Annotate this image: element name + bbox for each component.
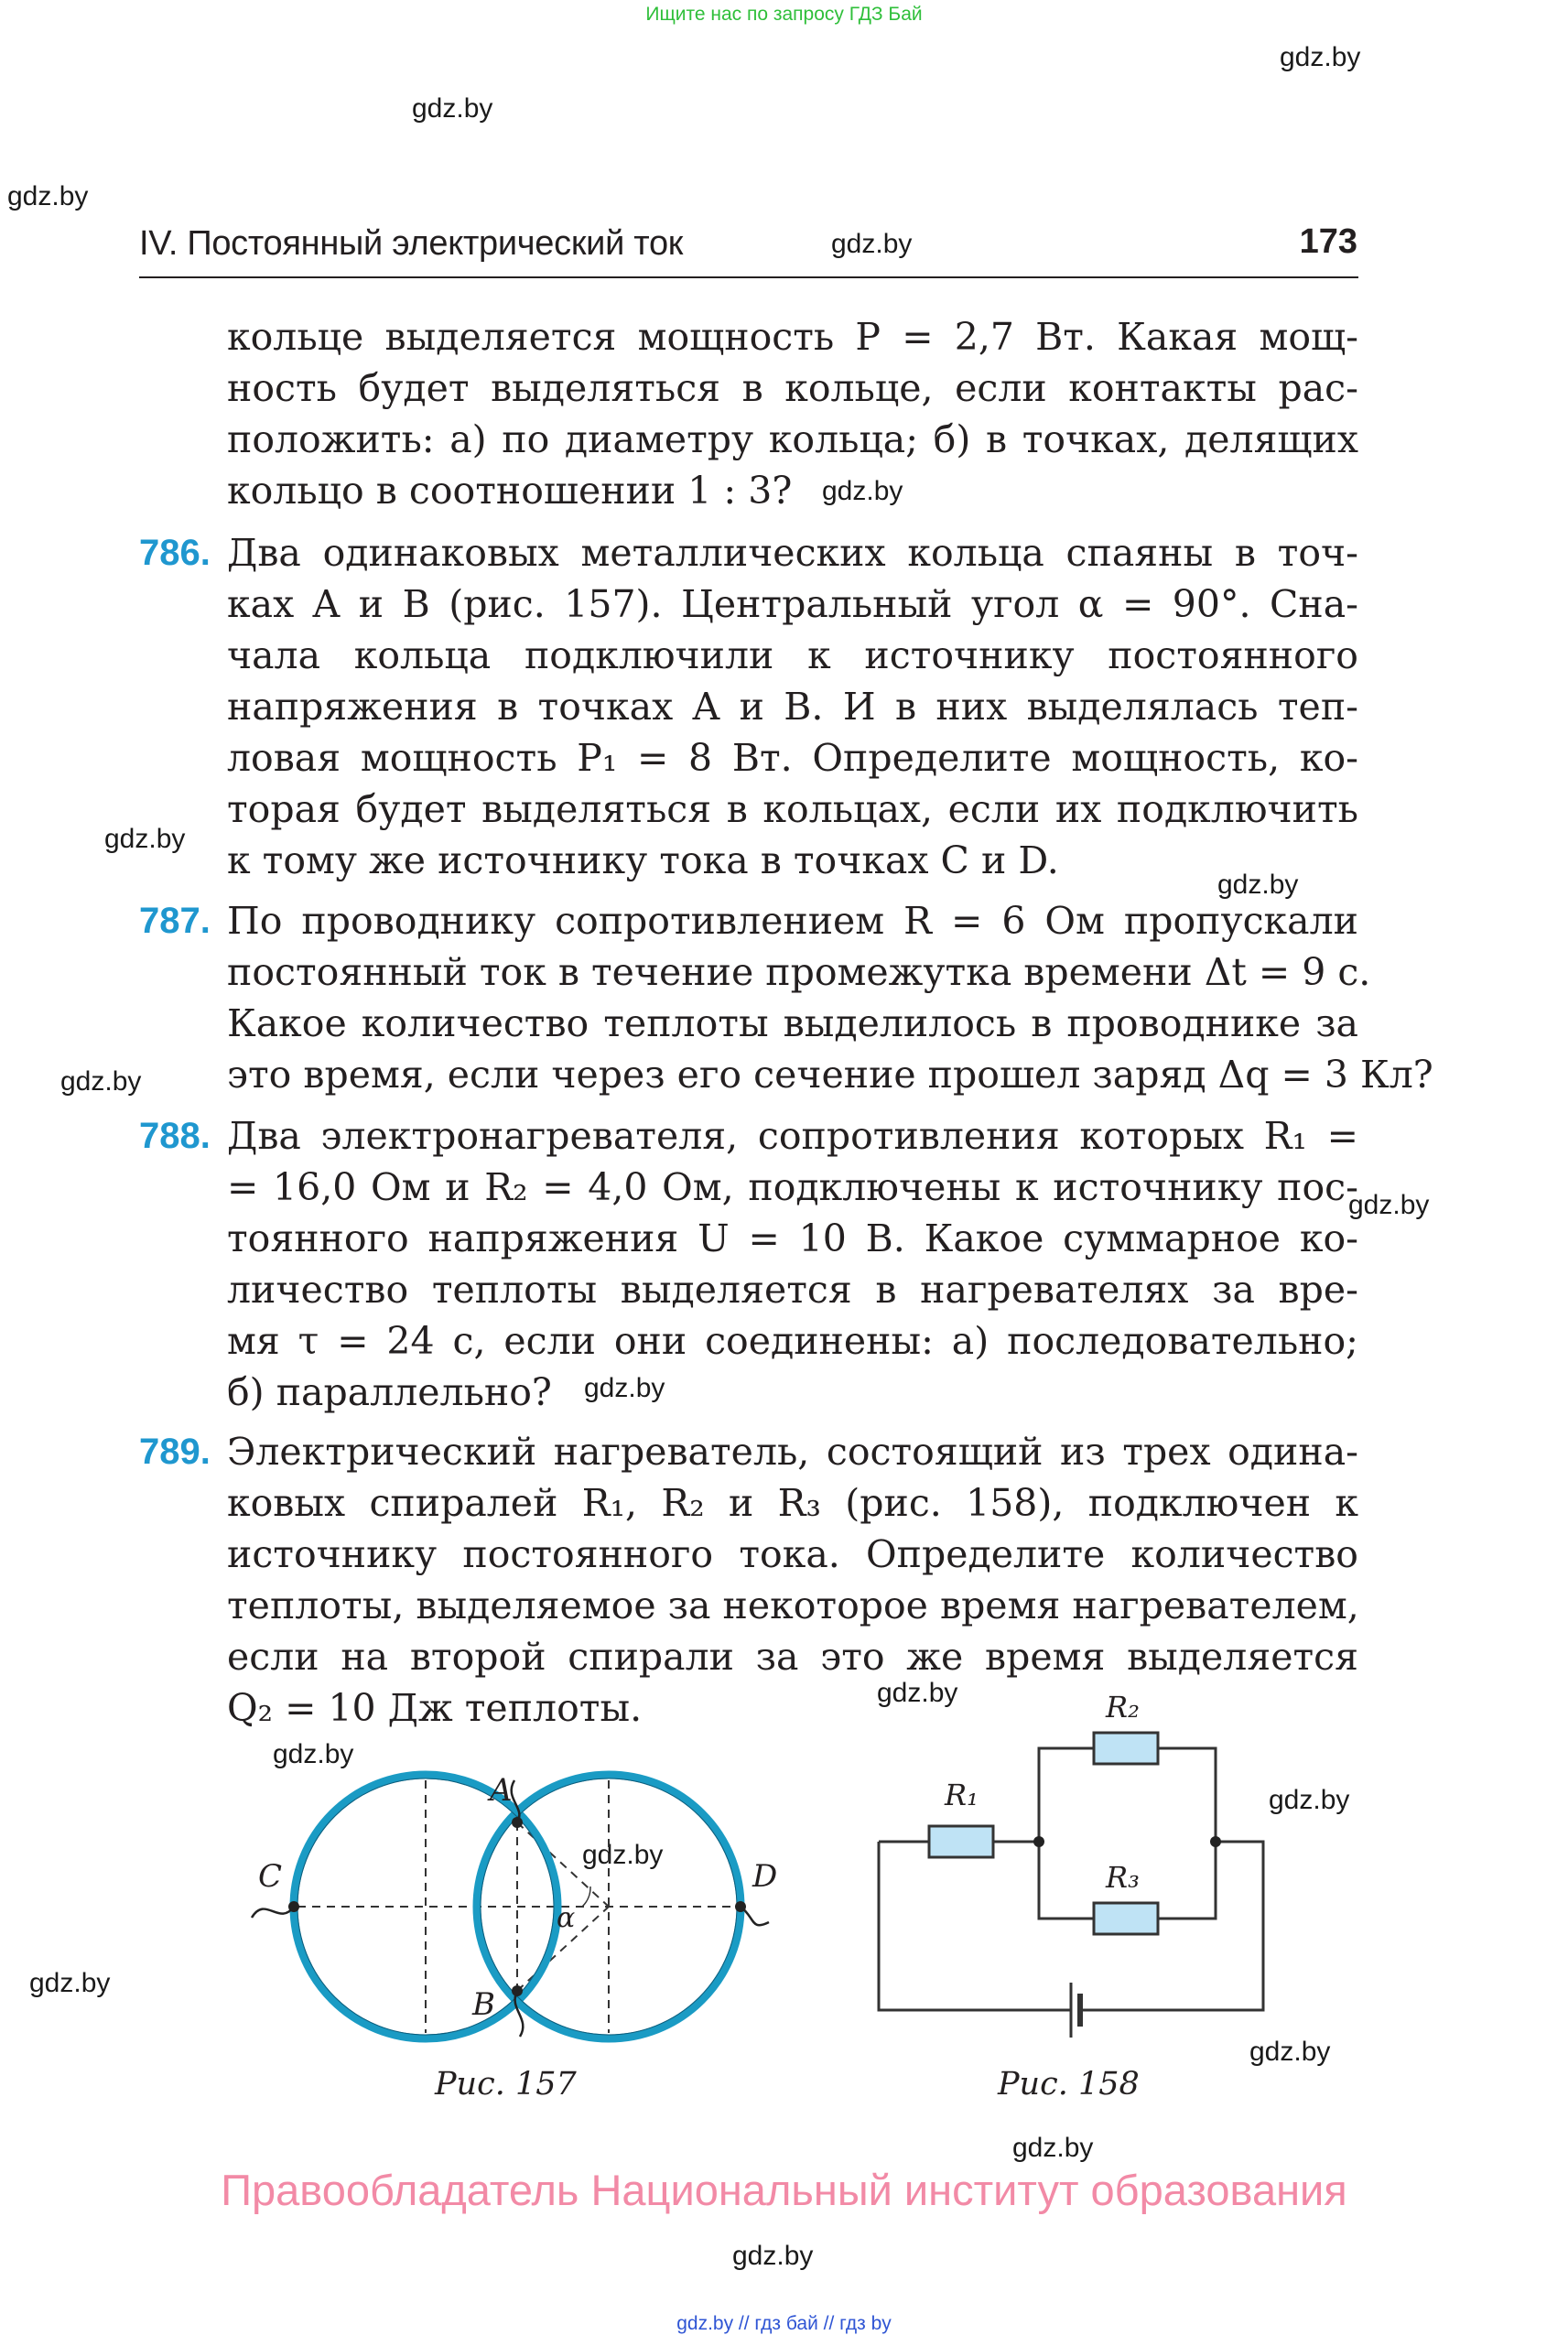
text-line: По проводнику сопротивлением R = 6 Ом пропускали <box>227 899 1358 943</box>
text-line: мя τ = 24 с, если они соединены: а) последовательно; <box>227 1319 1358 1363</box>
figure-158-caption: Рис. 158 <box>998 2066 1140 2103</box>
text-line: Два одинаковых металлических кольца спаяны в точ- <box>227 531 1358 575</box>
figure-158-circuit <box>860 1684 1291 2069</box>
circuit-wires <box>879 1748 1263 2010</box>
text-line: ность будет выделяться в кольце, если контакты рас- <box>227 366 1358 410</box>
text-line: чала кольца подключили к источнику постоянного <box>227 633 1358 677</box>
text-line: личество теплоты выделяется в нагревателях за вре- <box>227 1268 1358 1312</box>
text-line: б) параллельно? <box>227 1370 552 1414</box>
watermark: gdz.by <box>104 824 186 854</box>
footer-links[interactable]: gdz.by // гдз бай // гдз by <box>676 2313 892 2334</box>
watermark: gdz.by <box>582 1840 664 1870</box>
label-alpha: α <box>557 1902 576 1934</box>
text-line: ловая мощность P₁ = 8 Вт. Определите мощность, ко- <box>227 736 1358 780</box>
text-line: если на второй спирали за это же время выделяется <box>227 1635 1358 1679</box>
top-banner: Ищите нас по запросу ГДЗ Бай <box>645 4 923 25</box>
header-rule <box>139 276 1358 278</box>
text-line: торая будет выделяться в кольцах, если их подключить <box>227 787 1358 831</box>
watermark: gdz.by <box>1269 1785 1350 1815</box>
problem-number: 786. <box>139 533 211 573</box>
text-line: кольцо в соотношении 1 : 3? <box>227 469 793 513</box>
point-a <box>512 1817 523 1828</box>
text-line: ках A и B (рис. 157). Центральный угол α = 90°. Сна- <box>227 582 1358 626</box>
resistor-r3 <box>1094 1903 1158 1934</box>
problem-number: 788. <box>139 1116 211 1156</box>
text-line: это время, если через его сечение прошел заряд Δq = 3 Кл? <box>227 1053 1433 1097</box>
text-line: Электрический нагреватель, состоящий из трех одина- <box>227 1430 1358 1474</box>
label-b: B <box>472 1986 495 2023</box>
watermark: gdz.by <box>822 476 903 506</box>
text-line: положить: а) по диаметру кольца; б) в точках, делящих <box>227 417 1358 461</box>
label-a: A <box>490 1772 513 1809</box>
point-b <box>512 1985 523 1996</box>
label-c: C <box>258 1858 283 1895</box>
watermark: gdz.by <box>831 229 913 259</box>
label-d: D <box>752 1858 778 1895</box>
text-line: Q₂ = 10 Дж теплоты. <box>227 1686 643 1730</box>
junction-right <box>1210 1836 1221 1847</box>
text-line: теплоты, выделяемое за некоторое время нагревателем, <box>227 1584 1359 1627</box>
watermark: gdz.by <box>1012 2133 1094 2163</box>
watermark: gdz.by <box>29 1968 111 1998</box>
watermark: gdz.by <box>584 1373 665 1403</box>
watermark: gdz.by <box>1249 2037 1331 2067</box>
watermark: gdz.by <box>877 1678 958 1708</box>
text-line: ковых спиралей R₁, R₂ и R₃ (рис. 158), подключен к <box>227 1481 1358 1525</box>
figure-157-caption: Рис. 157 <box>435 2066 577 2103</box>
problem-number: 787. <box>139 901 211 941</box>
copyright-notice: Правообладатель Национальный институт образования <box>221 2166 1347 2214</box>
label-r1: R₁ <box>945 1778 979 1812</box>
point-d <box>735 1901 746 1912</box>
junction-left <box>1033 1836 1044 1847</box>
text-line: постоянный ток в течение промежутка времени Δt = 9 с. <box>227 950 1371 994</box>
watermark: gdz.by <box>732 2241 814 2271</box>
watermark: gdz.by <box>1280 42 1361 72</box>
text-line: кольце выделяется мощность P = 2,7 Вт. Какая мощ- <box>227 315 1358 359</box>
label-r3: R₃ <box>1106 1860 1140 1895</box>
text-line: тоянного напряжения U = 10 В. Какое суммарное ко- <box>227 1216 1358 1260</box>
text-line: источнику постоянного тока. Определите количество <box>227 1532 1358 1576</box>
label-r2: R₂ <box>1106 1690 1140 1724</box>
problem-number: 789. <box>139 1432 211 1472</box>
figure-157-two-rings <box>229 1744 796 2082</box>
watermark: gdz.by <box>1348 1190 1430 1220</box>
text-line: напряжения в точках A и B. И в них выделялась теп- <box>227 685 1358 729</box>
watermark: gdz.by <box>60 1066 142 1097</box>
resistor-r2 <box>1094 1733 1158 1764</box>
watermark: gdz.by <box>1217 870 1299 900</box>
watermark: gdz.by <box>412 93 493 124</box>
running-head: IV. Постоянный электрический ток <box>139 224 684 263</box>
point-c <box>288 1901 299 1912</box>
text-line: = 16,0 Ом и R₂ = 4,0 Ом, подключены к источнику пос- <box>227 1165 1358 1209</box>
watermark: gdz.by <box>7 181 89 211</box>
page-number: 173 <box>1299 222 1357 261</box>
angle-arc <box>582 1887 590 1907</box>
text-line: Два электронагревателя, сопротивления которых R₁ = <box>227 1114 1358 1158</box>
watermark: gdz.by <box>273 1739 354 1769</box>
wire-c <box>252 1907 294 1918</box>
resistor-r1 <box>929 1826 993 1857</box>
text-line: к тому же источнику тока в точках C и D. <box>227 838 1059 882</box>
text-line: Какое количество теплоты выделилось в проводнике за <box>227 1001 1358 1045</box>
